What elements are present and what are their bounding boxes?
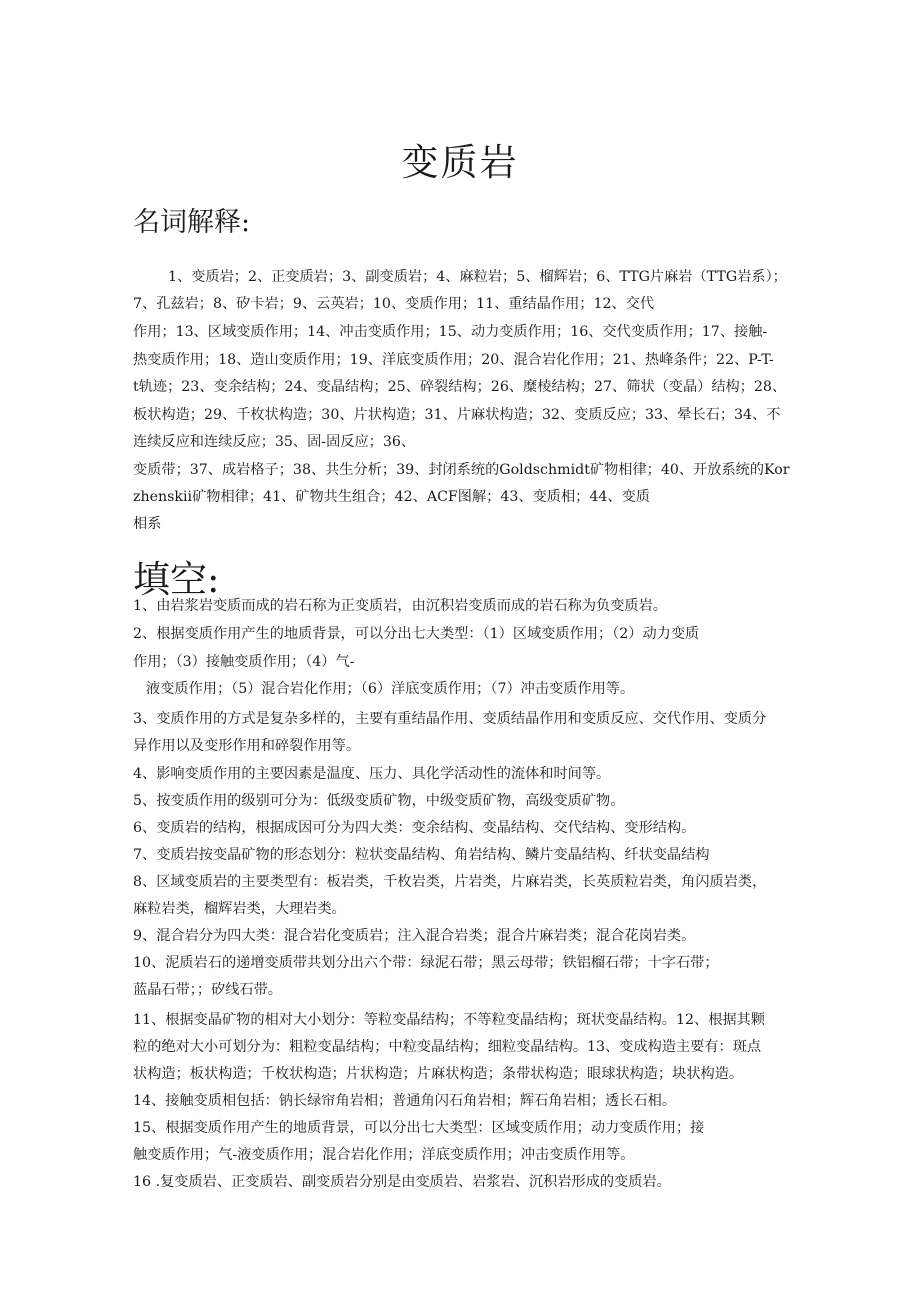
terms-line: 1、变质岩；2、正变质岩；3、副变质岩；4、麻粒岩；5、榴辉岩；6、TTG片麻岩（TTG岩系）；: [168, 269, 787, 285]
fill-line: 蓝晶石带；；矽线石带。: [133, 982, 282, 998]
fill-line: 9、混合岩分为四大类：混合岩化变质岩；注入混合岩类；混合片麻岩类；混合花岗岩类。: [133, 928, 696, 944]
terms-line: t轨迹；23、变余结构；24、变晶结构；25、碎裂结构；26、糜棱结构；27、筛状（变晶）结构；28、: [133, 379, 787, 395]
fill-line: 5、按变质作用的级别可分为：低级变质矿物，中级变质矿物，高级变质矿物。: [133, 793, 625, 809]
terms-line: zhenskii矿物相律；41、矿物共生组合；42、ACF图解；43、变质相；44、变质: [133, 489, 650, 505]
fill-line: 1、由岩浆岩变质而成的岩石称为正变质岩，由沉积岩变质而成的岩石称为负变质岩。: [133, 598, 667, 614]
fill-line: 作用；（3）接触变质作用；（4）气-: [133, 654, 355, 670]
fill-line: 粒的绝对大小可划分为：粗粒变晶结构；中粒变晶结构；细粒变晶结构。13、变成构造主要有：斑点: [133, 1039, 762, 1055]
fill-line: 状构造；板状构造；千枚状构造；片状构造；片麻状构造；条带状构造；眼球状构造；块状构造。: [133, 1066, 744, 1082]
terms-line: 作用；13、区域变质作用；14、冲击变质作用；15、动力变质作用；16、交代变质作用；17、接触-: [133, 324, 768, 340]
terms-line: 7、孔兹岩；8、矽卡岩；9、云英岩；10、变质作用；11、重结晶作用；12、交代: [133, 296, 655, 312]
page-title: 变质岩: [401, 141, 519, 184]
fill-line: 6、变质岩的结构，根据成因可分为四大类：变余结构、变晶结构、交代结构、变形结构。: [133, 820, 696, 836]
fill-line: 15、根据变质作用产生的地质背景，可以分出七大类型：区域变质作用；动力变质作用；接: [133, 1120, 705, 1136]
fill-heading: 填空:: [133, 558, 220, 601]
fill-line: 2、根据变质作用产生的地质背景，可以分出七大类型：（1）区域变质作用；（2）动力变质: [133, 626, 700, 642]
fill-line: 8、区域变质岩的主要类型有：板岩类，千枚岩类，片岩类，片麻岩类，长英质粒岩类，角闪质岩类，: [133, 874, 767, 890]
terms-line: 板状构造；29、千枚状构造；30、片状构造；31、片麻状构造；32、变质反应；33、晕长石；34、不: [133, 407, 781, 423]
fill-line: 麻粒岩类，榴辉岩类，大理岩类。: [133, 901, 346, 917]
terms-line: 连续反应和连续反应；35、固-固反应；36、: [133, 434, 416, 450]
fill-line: 液变质作用；（5）混合岩化作用；（6）洋底变质作用；（7）冲击变质作用等。: [146, 681, 635, 697]
terms-line: 热变质作用；18、造山变质作用；19、洋底变质作用；20、混合岩化作用；21、热峰条件；22、P-T-: [133, 352, 774, 368]
fill-line: 16 .复变质岩、正变质岩、副变质岩分别是由变质岩、岩浆岩、沉积岩形成的变质岩。: [133, 1174, 671, 1190]
terms-heading: 名词解释:: [133, 207, 251, 238]
fill-line: 14、接触变质相包括：钠长绿帘角岩相；普通角闪石角岩相；辉石角岩相；透长石相。: [133, 1093, 676, 1109]
fill-line: 7、变质岩按变晶矿物的形态划分：粒状变晶结构、角岩结构、鳞片变晶结构、纤状变晶结构: [133, 847, 710, 863]
fill-line: 4、影响变质作用的主要因素是温度、压力、具化学活动性的流体和时间等。: [133, 766, 611, 782]
terms-line: 变质带；37、成岩格子；38、共生分析；39、封闭系统的Goldschmidt矿物相律；40、开放系统的Kor: [133, 462, 790, 478]
fill-line: 3、变质作用的方式是复杂多样的，主要有重结晶作用、变质结晶作用和变质反应、交代作用、变质分: [133, 711, 767, 727]
fill-line: 10、泥质岩石的递增变质带共划分出六个带：绿泥石带；黑云母带；铁铝榴石带；十字石带；: [133, 955, 719, 971]
fill-line: 11、根据变晶矿物的相对大小划分：等粒变晶结构；不等粒变晶结构；斑状变晶结构。12、根据其颗: [133, 1012, 765, 1028]
terms-line: 相系: [133, 516, 162, 532]
fill-line: 异作用以及变形作用和碎裂作用等。: [133, 738, 361, 754]
fill-line: 触变质作用；气-液变质作用；混合岩化作用；洋底变质作用；冲击变质作用等。: [133, 1147, 635, 1163]
